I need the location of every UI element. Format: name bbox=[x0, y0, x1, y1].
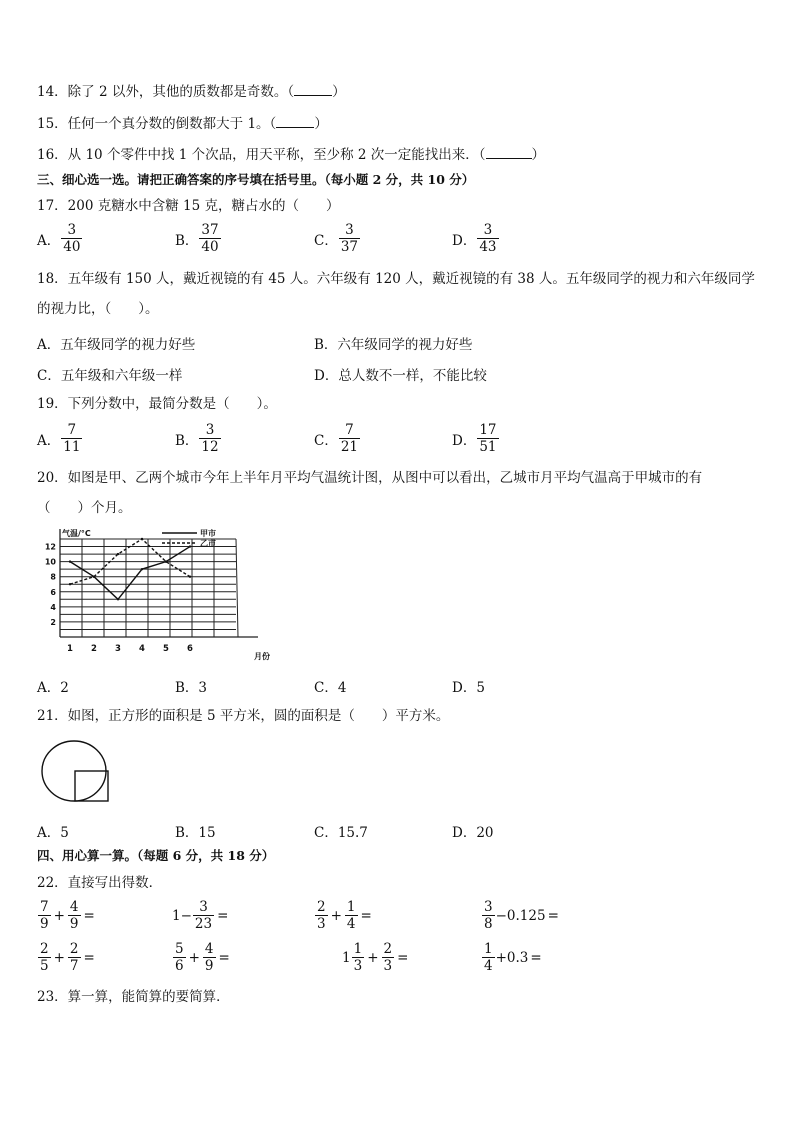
equals-sign: = bbox=[360, 907, 372, 924]
option-d[interactable]: D．20 bbox=[452, 825, 494, 841]
operator: + bbox=[53, 907, 65, 924]
numerator: 2 bbox=[69, 941, 79, 957]
equals-sign: = bbox=[83, 907, 95, 924]
operator: + bbox=[367, 949, 379, 966]
denominator: 7 bbox=[69, 958, 79, 974]
fraction bbox=[315, 899, 328, 932]
question-22: 22．直接写出得数． bbox=[37, 875, 163, 891]
temperature-line-chart bbox=[40, 527, 290, 667]
denominator: 12 bbox=[201, 439, 219, 455]
data-point bbox=[189, 575, 191, 577]
answer-blank[interactable] bbox=[294, 95, 332, 96]
option-d[interactable]: D．总人数不一样，不能比较 bbox=[314, 368, 487, 384]
x-tick-label: 6 bbox=[187, 644, 193, 654]
option-label: A． bbox=[37, 432, 61, 449]
math-expression bbox=[481, 899, 561, 932]
operator: + bbox=[53, 949, 65, 966]
denominator: 9 bbox=[204, 958, 214, 974]
operator: + bbox=[188, 949, 200, 966]
math-expression bbox=[172, 899, 230, 932]
numerator: 1 bbox=[346, 899, 356, 915]
question-20-line2: （ ）个月。 bbox=[37, 500, 132, 516]
equals-sign: = bbox=[218, 949, 230, 966]
denominator: 43 bbox=[479, 239, 497, 255]
numerator: 2 bbox=[40, 941, 49, 957]
fraction bbox=[352, 941, 365, 974]
fraction bbox=[345, 899, 358, 932]
question-14: 14．除了 2 以外，其他的质数都是奇数。（ ） bbox=[37, 84, 346, 100]
x-tick-label: 4 bbox=[139, 644, 145, 654]
section-3-heading: 三、细心选一选。请把正确答案的序号填在括号里。（每小题 2 分，共 10 分） bbox=[37, 172, 475, 187]
fraction bbox=[61, 222, 82, 255]
fraction bbox=[203, 941, 216, 974]
data-point bbox=[165, 560, 167, 562]
fraction bbox=[173, 941, 186, 974]
fraction bbox=[68, 941, 81, 974]
question-19: 19．下列分数中，最简分数是（ ）。 bbox=[37, 396, 277, 412]
fraction bbox=[61, 422, 82, 455]
numerator: 3 bbox=[484, 899, 493, 915]
numerator: 1 bbox=[484, 941, 493, 957]
denominator: 3 bbox=[353, 958, 363, 974]
denominator: 4 bbox=[346, 916, 356, 932]
option-a[interactable]: A．2 bbox=[37, 680, 69, 696]
equals-sign: = bbox=[217, 907, 229, 924]
math-expression bbox=[314, 899, 374, 932]
denominator: 21 bbox=[340, 439, 359, 455]
option-label: B． bbox=[175, 232, 199, 249]
fraction bbox=[382, 941, 395, 974]
option-c[interactable] bbox=[314, 422, 361, 455]
data-point bbox=[69, 560, 71, 562]
circle-square-figure bbox=[38, 738, 118, 804]
numerator: 3 bbox=[483, 222, 493, 238]
question-16: 16．从 10 个零件中找 1 个次品，用天平称，至少称 2 次一定能找出来．（ ） bbox=[37, 147, 546, 163]
equals-sign: = bbox=[530, 949, 542, 966]
option-c[interactable]: C．五年级和六年级一样 bbox=[37, 368, 183, 384]
grid-line-vertical bbox=[236, 539, 238, 637]
question-15: 15．任何一个真分数的倒数都大于 1。（ ） bbox=[37, 116, 328, 132]
numerator: 7 bbox=[40, 899, 49, 915]
equals-sign: = bbox=[397, 949, 409, 966]
question-17: 17．200 克糖水中含糖 15 克，糖占水的（ ） bbox=[37, 198, 340, 214]
legend-label-yi: 乙市 bbox=[200, 539, 216, 548]
whole-number: 1 bbox=[342, 949, 351, 966]
numerator: 5 bbox=[175, 941, 184, 957]
x-tick-label: 1 bbox=[67, 644, 73, 654]
operator: + bbox=[330, 907, 342, 924]
data-point bbox=[93, 575, 95, 577]
numerator: 3 bbox=[67, 222, 77, 238]
denominator: 9 bbox=[40, 916, 49, 932]
question-18-line2: 的视力比，（ ）。 bbox=[37, 301, 159, 317]
denominator: 4 bbox=[484, 958, 493, 974]
math-expression bbox=[481, 941, 544, 974]
numerator: 37 bbox=[201, 222, 219, 238]
answer-blank[interactable] bbox=[276, 127, 314, 128]
option-b[interactable]: B．六年级同学的视力好些 bbox=[314, 337, 473, 353]
numerator: 2 bbox=[317, 899, 326, 915]
fraction bbox=[38, 899, 51, 932]
equals-sign: = bbox=[547, 907, 559, 924]
option-b[interactable] bbox=[175, 422, 222, 455]
denominator: 40 bbox=[201, 239, 219, 255]
denominator: 37 bbox=[340, 239, 359, 255]
numerator: 2 bbox=[383, 941, 393, 957]
option-a[interactable]: A．五年级同学的视力好些 bbox=[37, 337, 196, 353]
data-point bbox=[189, 545, 191, 547]
option-b[interactable] bbox=[175, 222, 222, 255]
numerator: 3 bbox=[205, 422, 215, 438]
data-point bbox=[69, 583, 71, 585]
numerator: 17 bbox=[479, 422, 497, 438]
math-expression bbox=[37, 941, 97, 974]
denominator: 3 bbox=[317, 916, 326, 932]
fraction bbox=[482, 899, 495, 932]
option-a[interactable] bbox=[37, 422, 83, 455]
fraction bbox=[477, 222, 498, 255]
option-b[interactable]: B．15 bbox=[175, 825, 216, 841]
data-point bbox=[117, 553, 119, 555]
option-label: C． bbox=[314, 432, 338, 449]
section-4-heading: 四、用心算一算。（每题 6 分，共 18 分） bbox=[37, 848, 275, 863]
option-d[interactable] bbox=[452, 222, 500, 255]
answer-blank[interactable] bbox=[486, 158, 532, 159]
denominator: 6 bbox=[175, 958, 184, 974]
y-tick-label: 6 bbox=[50, 587, 56, 597]
option-label: D． bbox=[452, 432, 477, 449]
denominator: 40 bbox=[63, 239, 81, 255]
denominator: 11 bbox=[63, 439, 81, 455]
x-tick-label: 3 bbox=[115, 644, 121, 654]
option-c[interactable]: C．4 bbox=[314, 680, 347, 696]
chart-grid bbox=[60, 529, 258, 637]
numerator: 4 bbox=[69, 899, 79, 915]
fraction bbox=[339, 422, 360, 455]
option-c[interactable]: C．15.7 bbox=[314, 825, 368, 841]
denominator: 3 bbox=[383, 958, 393, 974]
fraction bbox=[482, 941, 495, 974]
numerator: 3 bbox=[345, 222, 354, 238]
x-tick-label: 5 bbox=[163, 644, 169, 654]
numerator: 1 bbox=[353, 941, 363, 957]
fraction bbox=[193, 899, 214, 932]
y-axis-title: 气温/°C bbox=[62, 529, 91, 538]
numerator: 7 bbox=[345, 422, 354, 438]
option-d[interactable] bbox=[452, 422, 500, 455]
question-18-line1: 18．五年级有 150 人，戴近视镜的有 45 人。六年级有 120 人，戴近视镜的有 38 人。五年级同学的视力和六年级同学 bbox=[37, 271, 755, 287]
question-23: 23．算一算，能简算的要简算． bbox=[37, 989, 230, 1005]
math-text: 1− bbox=[172, 907, 192, 924]
y-tick-label: 2 bbox=[50, 617, 56, 627]
math-expression bbox=[342, 941, 410, 974]
numerator: 4 bbox=[204, 941, 214, 957]
math-text: +0.3 bbox=[495, 949, 529, 966]
option-d[interactable]: D．5 bbox=[452, 680, 485, 696]
question-21: 21．如图，正方形的面积是 5 平方米，圆的面积是（ ）平方米。 bbox=[37, 708, 450, 724]
fraction bbox=[68, 899, 81, 932]
math-expression bbox=[37, 899, 97, 932]
math-text: −0.125 bbox=[495, 907, 546, 924]
denominator: 23 bbox=[194, 916, 213, 932]
y-tick-label: 10 bbox=[44, 557, 56, 567]
option-label: D． bbox=[452, 232, 477, 249]
fraction bbox=[199, 222, 220, 255]
question-20-line1: 20．如图是甲、乙两个城市今年上半年月平均气温统计图，从图中可以看出，乙城市月平均气温高于甲城市的有 bbox=[37, 470, 703, 486]
denominator: 8 bbox=[484, 916, 493, 932]
numerator: 7 bbox=[67, 422, 77, 438]
option-b[interactable]: B．3 bbox=[175, 680, 208, 696]
option-a[interactable] bbox=[37, 222, 83, 255]
data-point bbox=[141, 568, 143, 570]
option-label: C． bbox=[314, 232, 338, 249]
denominator: 51 bbox=[479, 439, 497, 455]
y-tick-label: 12 bbox=[44, 542, 56, 552]
y-tick-label: 8 bbox=[50, 572, 56, 582]
equals-sign: = bbox=[83, 949, 95, 966]
fraction bbox=[477, 422, 498, 455]
data-point bbox=[141, 538, 143, 540]
x-axis-title: 月份 bbox=[254, 652, 270, 661]
fraction bbox=[199, 422, 220, 455]
denominator: 5 bbox=[40, 958, 49, 974]
fraction bbox=[339, 222, 360, 255]
math-expression bbox=[172, 941, 232, 974]
y-tick-label: 4 bbox=[50, 602, 56, 612]
option-label: A． bbox=[37, 232, 61, 249]
option-label: B． bbox=[175, 432, 199, 449]
option-c[interactable] bbox=[314, 222, 361, 255]
legend-label-jia: 甲市 bbox=[200, 529, 216, 538]
x-tick-label: 2 bbox=[91, 644, 97, 654]
denominator: 9 bbox=[69, 916, 79, 932]
numerator: 3 bbox=[199, 899, 208, 915]
data-point bbox=[117, 598, 119, 600]
fraction bbox=[38, 941, 51, 974]
option-a[interactable]: A．5 bbox=[37, 825, 69, 841]
